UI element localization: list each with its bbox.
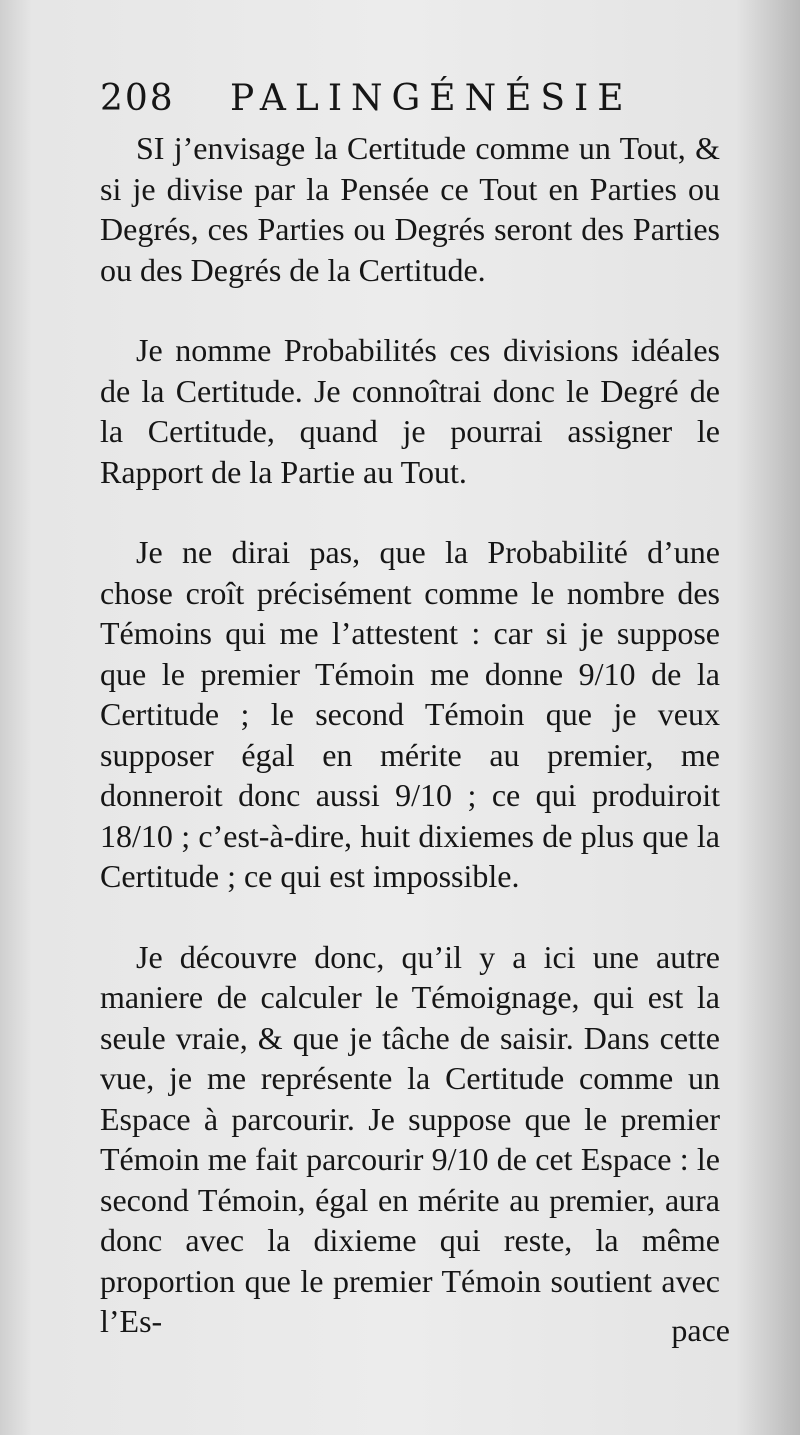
page-header bbox=[100, 78, 720, 128]
paragraph-4: Je découvre donc, qu’il y a ici une autre maniere de calculer le Témoignage, qui est la seule vraie, & que je tâche de saisir. Dans cette vue, je me représente la Certitude comme un Espace à parcourir. Je suppose que le premier Témoin me fait parcourir 9/10 de cet Espace : le second Témoin, égal en mérite au premier, aura donc avec la dixieme qui reste, la même proportion que le premier Témoin soutient avec l’Es- bbox=[100, 938, 720, 1339]
running-title: PALINGÉNÉSIE bbox=[230, 78, 633, 119]
catchword: pace bbox=[671, 1312, 730, 1348]
page-number: 208 bbox=[100, 78, 175, 119]
body-text bbox=[100, 128, 720, 1342]
paragraph-1: SI j’envisage la Certitude comme un Tout, & si je divise par la Pensée ce Tout en Parties ou Degrés, ces Parties ou Degrés seront des Parties ou des Degrés de la Certitude. bbox=[100, 130, 720, 288]
paragraph-3: Je ne dirai pas, que la Probabilité d’une chose croît précisément comme le nombre des Témoins qui me l’attestent : car si je suppose que le premier Témoin me donne 9/10 de la Certitude ; le second Témoin que je veux supposer égal en mérite au premier, me donneroit donc aussi 9/10 ; ce qui produiroit 18/10 ; c’est-à-dire, huit dixiemes de plus que la Certitude ; ce qui est impossible. bbox=[100, 534, 720, 894]
paragraph-2: Je nomme Probabilités ces divisions idéales de la Certitude. Je connoîtrai donc le Degré de la Certitude, quand je pourrai assigner le Rapport de la Partie au Tout. bbox=[100, 332, 720, 490]
